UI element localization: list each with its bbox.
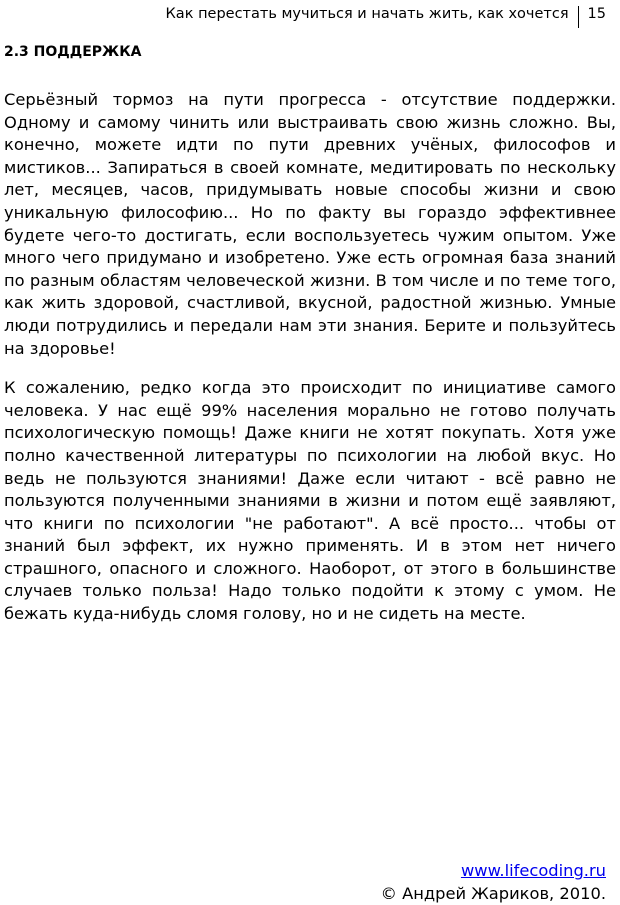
page-footer — [381, 859, 606, 905]
copyright-text: © Андрей Жариков, 2010. — [380, 884, 606, 903]
section-heading: 2.3 ПОДДЕРЖКА — [4, 44, 142, 60]
website-link[interactable]: www.lifecoding.ru — [460, 861, 606, 880]
header-divider — [578, 6, 579, 28]
paragraph-2: К сожалению, редко когда это происходит по инициативе самого человека. У нас ещё 99% населения морально не готово получать психологическую помощь! Даже книги не хотят покупать. Хотя уже полно качественной литературы по психологии на любой вкус. Но ведь не пользуются знаниями! Даже если читают - всё равно не пользуются полученными знаниями в жизни и потом ещё заявляют, что книги по психологии "не работают". А всё просто... чтобы от знаний был эффект, их нужно применять. И в этом нет ничего страшного, опасного и сложного. Наоборот, от этого в большинстве случаев только польза! Надо только подойти к этому с умом. Не бежать куда-нибудь сломя голову, но и не сидеть на месте. — [4, 378, 616, 624]
book-title: Как перестать мучиться и начать жить, как хочется — [165, 6, 569, 22]
page-number: 15 — [587, 6, 606, 22]
section-body — [4, 89, 616, 643]
paragraph-1: Серьёзный тормоз на пути прогресса - отсутствие поддержки. Одному и самому чинить или выстраивать свою жизнь сложно. Вы, конечно, можете идти по пути древних учёных, философов и мистиков... Запираться в своей комнате, медитировать по нескольку лет, месяцев, часов, придумывать новые способы жизни и свою уникальную философию... Но по факту вы гораздо эффективнее будете чего-то достигать, если воспользуетесь чужим опытом. Уже много чего придумано и изобретено. Уже есть огромная база знаний по разным областям человеческой жизни. В том числе и по теме того, как жить здоровой, счастливой, вкусной, радостной жизнью. Умные люди потрудились и передали нам эти знания. Берите и пользуйтесь на здоровье! — [4, 90, 616, 358]
page-header — [166, 6, 606, 28]
